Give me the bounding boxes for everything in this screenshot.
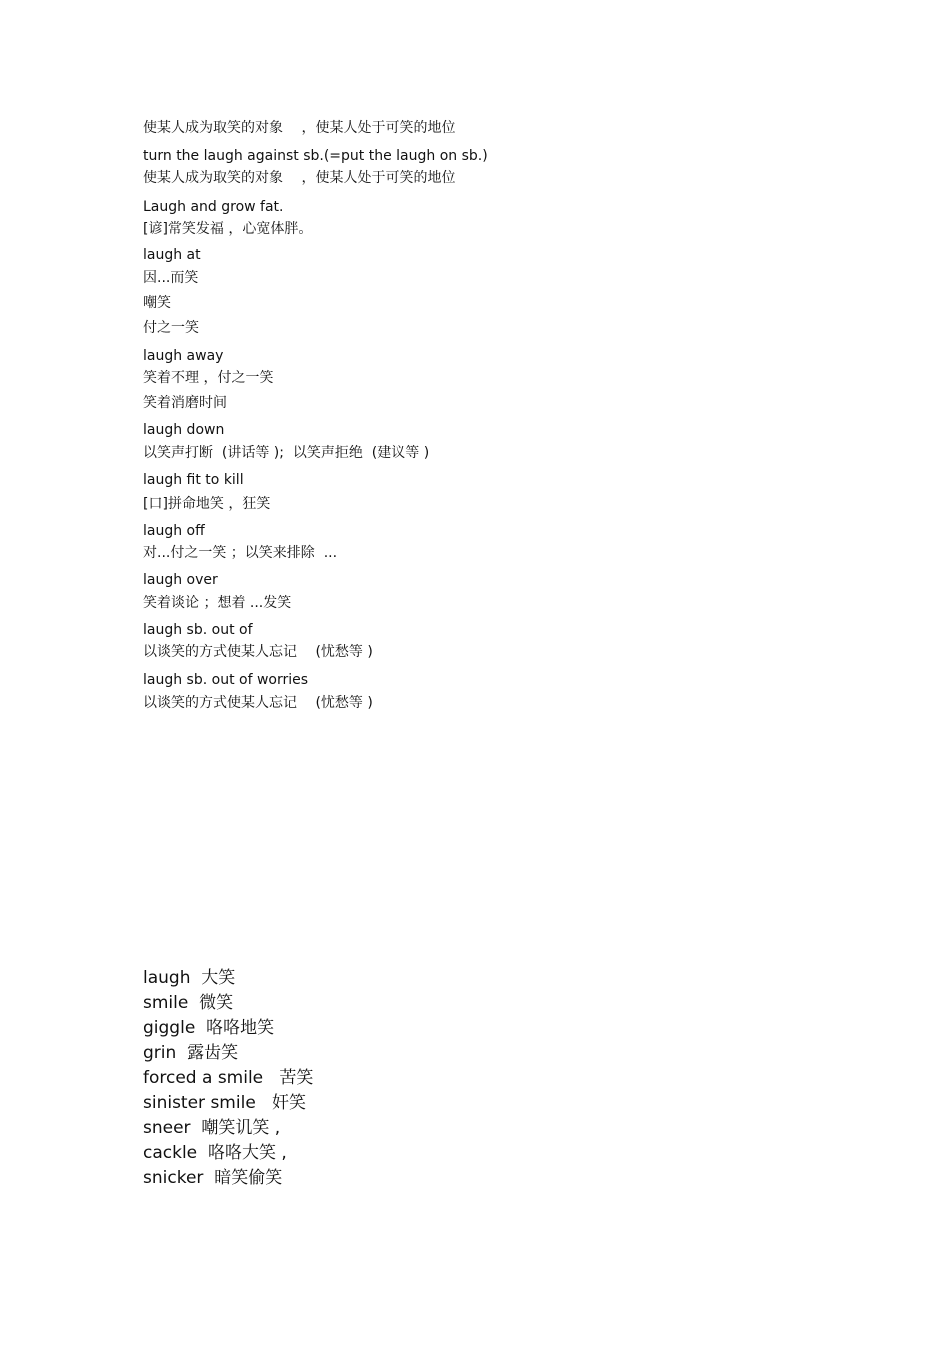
- phrase-line: laugh sb. out of worries: [143, 672, 309, 688]
- phrase-line: laugh off: [143, 523, 205, 539]
- phrase-line: 笑着谈论 ；想着 ...发笑: [143, 595, 292, 611]
- vocab-line: sneer 嘲笑讥笑 ,: [143, 1118, 281, 1138]
- phrase-line: 以笑声打断 (讲话等 ); 以笑声拒绝 (建议等 ): [143, 445, 430, 461]
- phrase-line: Laugh and grow fat.: [143, 199, 284, 215]
- vocab-line: cackle 咯咯大笑 ,: [143, 1143, 287, 1163]
- phrase-line: 以谈笑的方式使某人忘记 (忧愁等 ): [143, 695, 373, 711]
- phrase-line: 使某人成为取笑的对象 ，使某人处于可笑的地位: [143, 120, 456, 136]
- phrase-line: 笑着消磨时间: [143, 395, 227, 411]
- vocab-line: snicker 暗笑偷笑: [143, 1168, 283, 1188]
- vocab-line: smile 微笑: [143, 993, 234, 1013]
- phrase-line: laugh at: [143, 247, 201, 263]
- phrase-line: laugh fit to kill: [143, 472, 244, 488]
- phrase-line: [谚]常笑发福 ，心宽体胖。: [143, 221, 313, 237]
- phrase-line: laugh sb. out of: [143, 622, 253, 638]
- phrase-line: 付之一笑: [143, 320, 199, 336]
- phrase-line: laugh down: [143, 422, 225, 438]
- phrase-line: 因...而笑: [143, 270, 199, 286]
- phrase-line: 使某人成为取笑的对象 ，使某人处于可笑的地位: [143, 170, 456, 186]
- phrase-line: 嘲笑: [143, 295, 171, 311]
- vocab-line: sinister smile 奸笑: [143, 1093, 306, 1113]
- phrase-line: turn the laugh against sb.(=put the laugh on sb.): [143, 148, 488, 164]
- vocab-line: giggle 咯咯地笑: [143, 1018, 275, 1038]
- vocab-line: grin 露齿笑: [143, 1043, 239, 1063]
- phrase-line: 笑着不理 ，付之一笑: [143, 370, 274, 386]
- phrase-line: 以谈笑的方式使某人忘记 (忧愁等 ): [143, 644, 373, 660]
- vocab-line: forced a smile 苦笑: [143, 1068, 314, 1088]
- phrase-line: 对...付之一笑 ；以笑来排除 ...: [143, 545, 338, 561]
- phrase-line: [口]拼命地笑 ，狂笑: [143, 496, 271, 512]
- phrase-line: laugh away: [143, 348, 224, 364]
- vocab-line: laugh 大笑: [143, 968, 236, 988]
- phrase-line: laugh over: [143, 572, 218, 588]
